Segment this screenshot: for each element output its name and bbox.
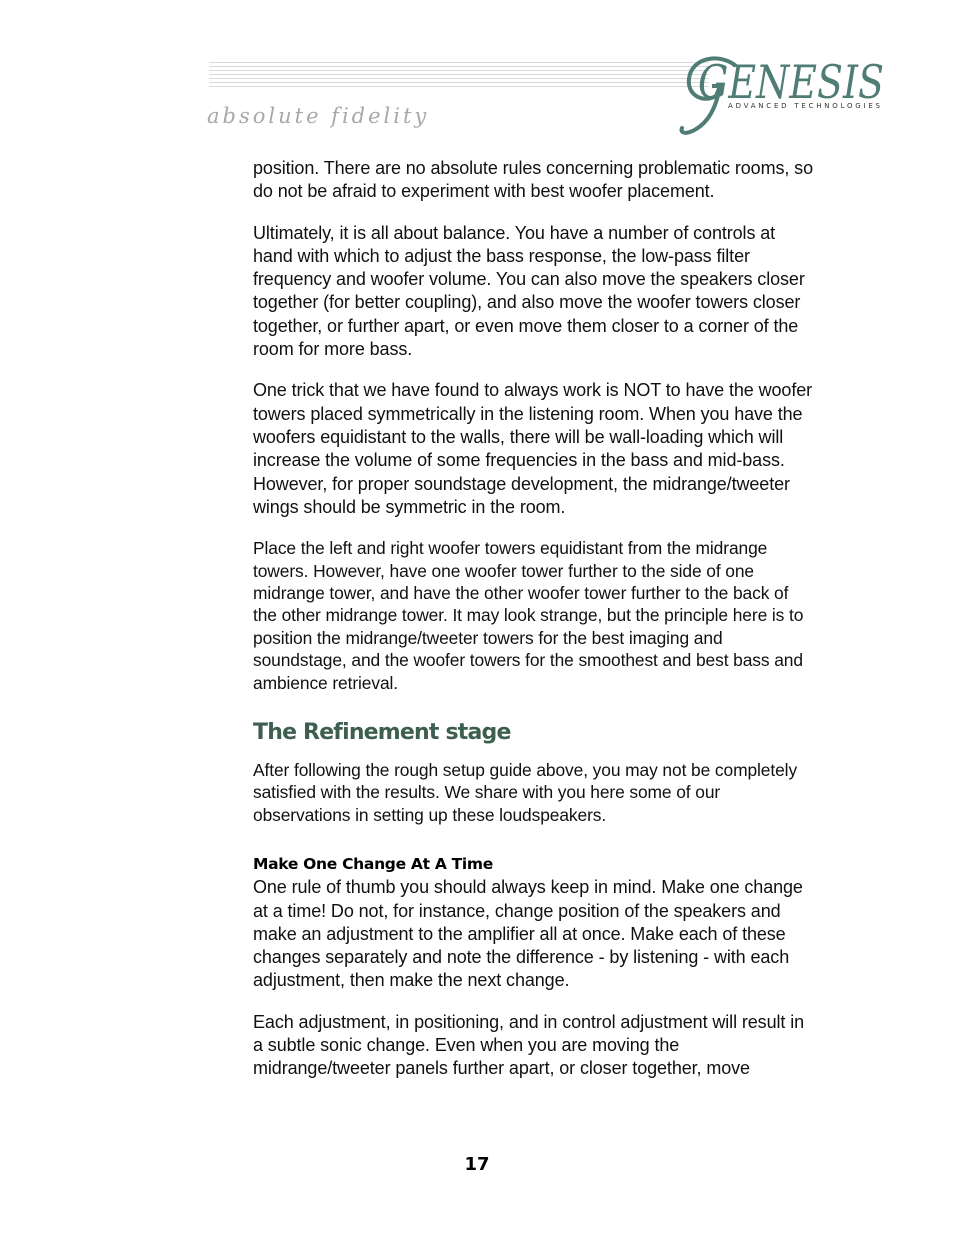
header-tagline: absolute fidelity (207, 104, 430, 128)
paragraph: Each adjustment, in positioning, and in control adjustment will result in a subtle sonic change. Even when you are moving the midrange/tweeter panels further apart, or closer together, move (253, 1011, 804, 1079)
paragraph: One rule of thumb you should always keep in mind. Make one change at a time! Do not, for instance, change position of the speakers and make an adjustment to the amplifier all at once. Make each of these changes separately and note the difference - by listening - with each adjustment, then make the next change. (253, 877, 803, 991)
logo-wordmark: GENESIS (698, 55, 884, 109)
sub-heading: Make One Change At A Time (253, 855, 493, 874)
logo-subtitle: ADVANCED TECHNOLOGIES (728, 102, 880, 110)
section-heading: The Refinement stage (253, 720, 511, 745)
page-number: 17 (464, 1154, 490, 1175)
section-intro: After following the rough setup guide above, you may not be completely satisfied with the results. We share with you here some of our observations in setting up these loudspeakers. (253, 760, 798, 825)
header-rule-lines (209, 62, 709, 90)
genesis-logo (676, 52, 888, 138)
paragraph: Ultimately, it is all about balance. You have a number of controls at hand with which to adjust the bass response, the low-pass filter frequency and woofer volume. You can also move the speakers closer together (for better coupling), and also move the woofer towers closer together, or further apart, or even move them closer to a corner of the room for more bass. (253, 222, 805, 360)
main-content (253, 157, 813, 1099)
paragraph: position. There are no absolute rules concerning problematic rooms, so do not be afraid to experiment with best woofer placement. (253, 158, 813, 202)
paragraph: Place the left and right woofer towers equidistant from the midrange towers. However, have one woofer tower further to the side of one midrange tower, and have the other woofer tower further to the back of the other midrange tower. It may look strange, but the principle here is to position the midrange/tweeter towers for the best imaging and soundstage, and the woofer towers for the smoothest and best bass and ambience retrieval. (253, 538, 804, 693)
paragraph: One trick that we have found to always work is NOT to have the woofer towers placed symmetrically in the listening room. When you have the woofers equidistant to the walls, there will be wall-loading which will increase the volume of some frequencies in the bass and mid-bass. However, for proper soundstage development, the midrange/tweeter wings should be symmetric in the room. (253, 380, 813, 517)
